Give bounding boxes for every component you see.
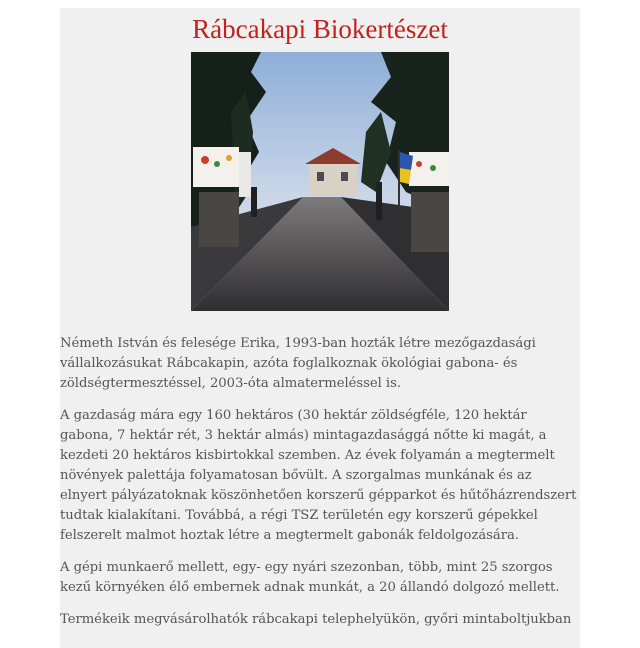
content-panel xyxy=(60,8,580,648)
farm-entrance-photo xyxy=(191,52,449,311)
paragraph-workforce: A gépi munkaerő mellett, egy- egy nyári szezonban, több, mint 25 szorgos kezű környéken élő embernek adnak munkát, a 20 állandó dolgozó mellett. xyxy=(60,560,560,595)
page-title: Rábcakapi Biokertészet xyxy=(192,14,448,44)
paragraph-products: Termékeik megvásárolhatók rábcakapi telephelyükön, győri mintaboltjukban xyxy=(60,612,572,627)
article-body xyxy=(60,334,580,642)
paragraph-farm-growth: A gazdaság mára egy 160 hektáros (30 hektár zöldségféle, 120 hektár gabona, 7 hektár rét, 3 hektár almás) mintagazdasággá nőtte ki magát, a kezdeti 20 hektáros kisbirtokkal szemben. Az évek folyamán a megtermelt növények palettája folyamatosan bővült. A szorgalmas munkának és az elnyert pályázatoknak köszönhetően korszerű gépparkot és hűtőházrendszert tudtak kialakítani. Továbbá, a régi TSZ területén egy korszerű gépekkel felszerelt malmot hoztak létre a megtermelt gabonák feldolgozására. xyxy=(60,408,577,543)
paragraph-intro: Németh István és felesége Erika, 1993-ban hozták létre mezőgazdasági vállalkozásukat Rábcakapin, azóta foglalkoznak ökológiai gabona- és zöldségtermesztéssel, 2003-óta almatermeléssel is. xyxy=(60,336,536,391)
